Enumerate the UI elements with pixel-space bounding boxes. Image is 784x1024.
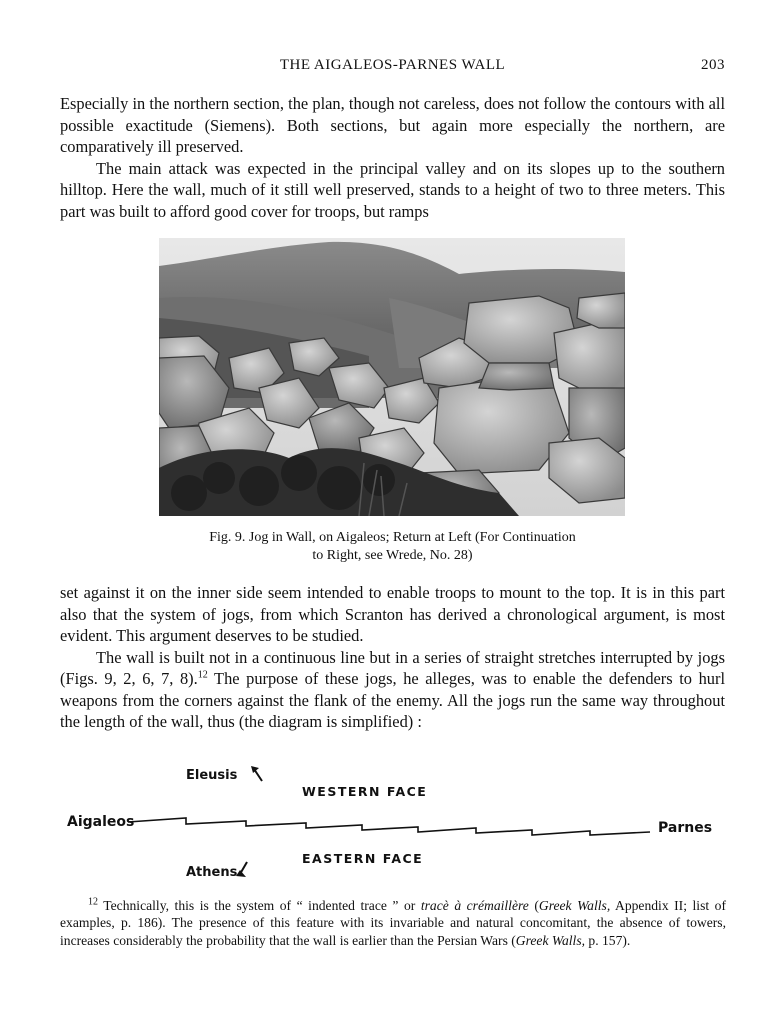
footnote-ref: 12: [197, 669, 208, 681]
footnote-italic: tracè à crémaillère: [420, 898, 529, 913]
body-text-top: [60, 93, 725, 222]
arrow-up-left-icon: [251, 766, 262, 781]
running-title: THE AIGALEOS-PARNES WALL: [279, 57, 506, 73]
footnote-italic: Greek Walls,: [538, 898, 611, 913]
paragraph-3: set against it on the inner side seem intended to enable troops to mount to the top. It is in this part also that the system of jogs, from which Scranton has derived a chronological argument, is most evident. This argument deserves to be studied.: [60, 583, 725, 645]
footnote-number: 12: [88, 896, 98, 908]
paragraph-1: Especially in the northern section, the plan, though not careless, does not follow the contours with all possible exactitude (Siemens). Both sections, but again more especially the northern, are comparatively ill preserved.: [60, 94, 725, 156]
body-text-bottom: [60, 582, 725, 733]
paragraph-4-end: The purpose of these jogs, he alleges, was to enable the defenders to hurl weapons from the corners against the flank of the enemy. All the jogs run the same way throughout the length of the wall, thus (the diagram is simplified) :: [60, 669, 725, 731]
footnote-text: (: [528, 898, 539, 913]
jog-diagram: [0, 760, 784, 890]
figure-9-photo: [159, 238, 625, 516]
parnes-label: Parnes: [658, 820, 713, 836]
footnote-text: p. 157).: [585, 932, 631, 948]
aigaleos-label: Aigaleos: [67, 814, 135, 830]
caption-line-1: Fig. 9. Jog in Wall, on Aigaleos; Return at Left (For Continuation: [209, 530, 576, 545]
page-number: 203: [701, 57, 725, 73]
footnote-text: Appendix II; list of examples, p. 186). The presence of this feature with its invariable and natural concomitant, the absence of towers, increases considerably the probability that the wall is earlier than the Persian Wars (: [60, 898, 726, 948]
athens-label: Athens: [186, 865, 238, 880]
rock-wall-photo: [159, 238, 625, 516]
caption-line-2: to Right, see Wrede, No. 28): [312, 548, 473, 563]
footnote-12: [60, 897, 726, 949]
footnote: [60, 897, 726, 949]
footnote-italic: Greek Walls,: [515, 932, 586, 948]
wall-trace-line: [128, 818, 650, 835]
footnote-text: Technically, this is the system of “ indented trace ” or: [98, 898, 421, 913]
figure-caption: [160, 529, 625, 565]
eleusis-label: Eleusis: [186, 768, 238, 783]
eastern-face-label: EASTERN FACE: [302, 851, 424, 866]
western-face-label: WESTERN FACE: [302, 784, 428, 799]
paragraph-4: [60, 647, 725, 733]
paragraph-2: The main attack was expected in the principal valley and on its slopes up to the southern hilltop. Here the wall, much of it still well preserved, stands to a height of two to three meters. This part was built to afford good cover for troops, but ramps: [60, 158, 725, 221]
paragraph-4-start: The wall is built not in a continuous line but in a series of straight stretches interrupted by jogs (Figs. 9, 2, 6, 7, 8).: [60, 647, 725, 688]
arrow-down-right-icon: [236, 862, 247, 877]
